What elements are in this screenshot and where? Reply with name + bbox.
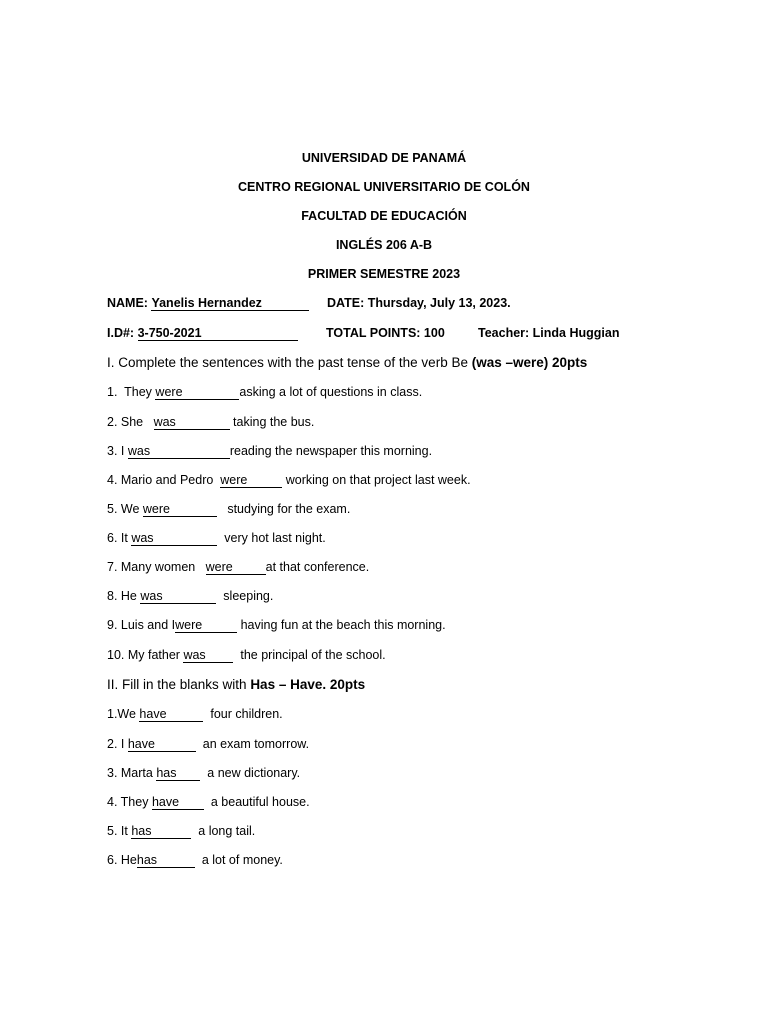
exercise-prompt-end: having fun at the beach this morning. <box>237 618 446 632</box>
answer-blank[interactable] <box>137 853 195 868</box>
exercise-item <box>107 415 314 430</box>
university-name: UNIVERSIDAD DE PANAMÁ <box>301 151 467 165</box>
answer-text: were <box>142 502 170 516</box>
name-label: NAME: <box>107 296 148 310</box>
exercise-prompt-start: 1.We <box>107 707 140 721</box>
answer-text: have <box>151 795 180 809</box>
teacher-name: Teacher: Linda Huggian <box>478 326 620 340</box>
answer-text: has <box>131 824 152 838</box>
exercise-prompt-end: the principal of the school. <box>233 648 386 662</box>
answer-blank[interactable] <box>175 618 237 633</box>
exercise-prompt-start: 4. They <box>107 795 152 809</box>
section-1-instruction-bold: (was –were) 20pts <box>471 355 588 370</box>
exercise-item <box>107 444 432 459</box>
exercise-prompt-end: reading the newspaper this morning. <box>229 444 433 458</box>
answer-text: have <box>139 707 167 721</box>
date-field: DATE: Thursday, July 13, 2023. <box>327 296 511 310</box>
exercise-item <box>107 618 446 633</box>
answer-text: was <box>153 415 176 429</box>
faculty: FACULTAD DE EDUCACIÓN <box>301 209 467 223</box>
section-2-instruction-text: II. Fill in the blanks with <box>107 677 251 692</box>
id-value: 3-750-2021 <box>137 326 202 340</box>
exercise-prompt-end: very hot last night. <box>217 531 326 545</box>
answer-text: was <box>140 589 163 603</box>
answer-blank[interactable] <box>131 531 217 546</box>
exercise-prompt-start: 10. My father <box>107 648 184 662</box>
exercise-item <box>107 824 255 839</box>
exercise-prompt-end: at that conference. <box>265 560 370 574</box>
exercise-item <box>107 560 369 575</box>
answer-text: were <box>175 618 203 632</box>
exercise-prompt-end: a lot of money. <box>194 853 283 867</box>
exercise-prompt-end: asking a lot of questions in class. <box>239 385 423 399</box>
answer-text: was <box>131 531 154 545</box>
answer-text: were <box>220 473 248 487</box>
total-points: TOTAL POINTS: 100 <box>326 326 445 340</box>
exercise-prompt-start: 3. I <box>107 444 128 458</box>
answer-text: were <box>155 385 183 399</box>
answer-blank[interactable] <box>155 385 239 400</box>
id-field[interactable] <box>138 326 298 341</box>
answer-blank[interactable] <box>206 560 266 575</box>
exercise-prompt-end: working on that project last week. <box>282 473 471 487</box>
exercise-item <box>107 707 283 722</box>
exercise-item <box>107 853 283 868</box>
answer-blank[interactable] <box>139 707 203 722</box>
exercise-prompt-end: studying for the exam. <box>216 502 351 516</box>
exercise-prompt-start: 2. I <box>107 737 128 751</box>
section-2-instruction <box>107 677 365 692</box>
exercise-item <box>107 502 350 517</box>
answer-blank[interactable] <box>140 589 216 604</box>
exercise-prompt-start: 9. Luis and I <box>107 618 176 632</box>
exercise-item <box>107 589 273 604</box>
exercise-item <box>107 795 310 810</box>
answer-blank[interactable] <box>220 473 282 488</box>
answer-blank[interactable] <box>154 415 230 430</box>
answer-text: has <box>136 853 158 867</box>
exercise-prompt-end: a beautiful house. <box>203 795 310 809</box>
id-row <box>107 326 298 341</box>
section-1-instruction <box>107 355 587 370</box>
exercise-prompt-start: 6. It <box>107 531 132 545</box>
exercise-prompt-start: 5. It <box>107 824 132 838</box>
regional-center: CENTRO REGIONAL UNIVERSITARIO DE COLÓN <box>238 180 530 194</box>
id-label: I.D#: <box>107 326 135 340</box>
exercise-prompt-end: a new dictionary. <box>200 766 301 780</box>
answer-blank[interactable] <box>156 766 200 781</box>
name-value: Yanelis Hernandez <box>151 296 262 310</box>
exercise-item <box>107 531 326 546</box>
exercise-item <box>107 737 309 752</box>
exercise-prompt-end: taking the bus. <box>229 415 315 429</box>
section-2-instruction-bold: Has – Have. 20pts <box>250 677 366 692</box>
answer-blank[interactable] <box>143 502 217 517</box>
section-1-instruction-text: I. Complete the sentences with the past tense of the verb Be <box>107 355 472 370</box>
answer-text: has <box>156 766 177 780</box>
exercise-prompt-end: sleeping. <box>216 589 274 603</box>
course: INGLÉS 206 A-B <box>335 238 433 252</box>
exercise-item <box>107 385 422 400</box>
exercise-prompt-end: a long tail. <box>191 824 256 838</box>
exercise-prompt-start: 2. She <box>107 415 154 429</box>
exercise-item <box>107 648 386 663</box>
exercise-prompt-start: 1. They <box>107 385 156 399</box>
exercise-prompt-start: 7. Many women <box>107 560 206 574</box>
exercise-item <box>107 473 471 488</box>
name-row <box>107 296 309 311</box>
name-field[interactable] <box>151 296 309 311</box>
answer-blank[interactable] <box>183 648 233 663</box>
answer-text: have <box>127 737 155 751</box>
exercise-prompt-end: an exam tomorrow. <box>195 737 310 751</box>
exercise-prompt-start: 8. He <box>107 589 141 603</box>
exercise-prompt-start: 6. He <box>107 853 137 867</box>
answer-text: were <box>205 560 233 574</box>
exercise-prompt-start: 4. Mario and Pedro <box>107 473 221 487</box>
answer-text: was <box>183 648 206 662</box>
answer-blank[interactable] <box>128 444 230 459</box>
exercise-prompt-start: 5. We <box>107 502 143 516</box>
semester: PRIMER SEMESTRE 2023 <box>307 267 461 281</box>
answer-text: was <box>127 444 151 458</box>
exercise-prompt-start: 3. Marta <box>107 766 157 780</box>
answer-blank[interactable] <box>128 737 196 752</box>
answer-blank[interactable] <box>152 795 204 810</box>
answer-blank[interactable] <box>131 824 191 839</box>
exercise-item <box>107 766 300 781</box>
exercise-prompt-end: four children. <box>203 707 283 721</box>
